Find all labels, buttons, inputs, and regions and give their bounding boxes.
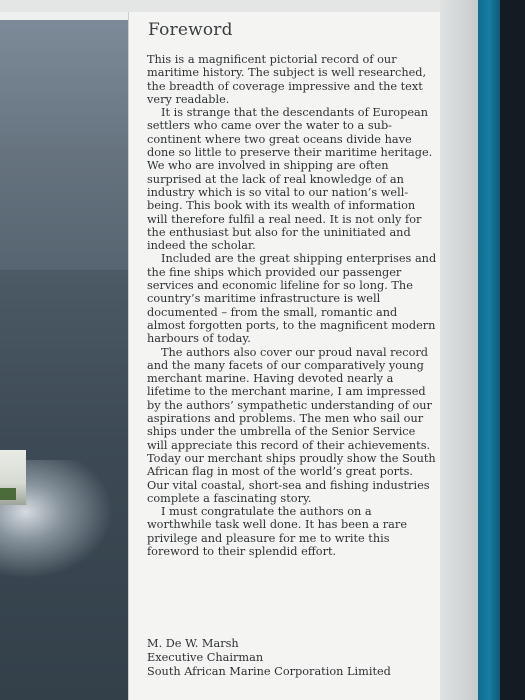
signatory-name: M. De W. Marsh xyxy=(147,637,239,650)
paragraph-4: The authors also cover our proud naval record and the many facets of our comparatively young merchant marine. Having devoted nearly a lifetime to the merchant marine, I am impressed by the authors’ sympathetic understanding of our aspirations and problems. The men who sail our ships under the umbrella of the Senior Service will appreciate this record of their achievements. Today our merchant ships proudly show the South African flag in most of the world’s great ports. Our vital coastal, short-sea and fishing industries complete a fascinating story. xyxy=(147,345,436,505)
book-cover-edge xyxy=(478,0,500,700)
signatory-title: Executive Chairman xyxy=(147,651,264,665)
dark-surface xyxy=(500,0,525,700)
ship-photograph xyxy=(0,20,128,700)
paragraph-2: It is strange that the descendants of European settlers who came over the water to a sub-continent where two great oceans divide have done so little to preserve their maritime heritage. We who are involved in shipping are often surprised at the lack of real knowledge of an industry which is so vital to our nation’s well-being. This book with its wealth of information will therefore fulfil a real need. It is not only for the enthusiast but also for the uninitiated and indeed the scholar. xyxy=(147,106,433,253)
foreword-body xyxy=(147,53,437,558)
signature-block xyxy=(147,637,447,680)
ship-deck xyxy=(0,488,16,500)
paragraph-1: This is a magnificent pictorial record of our maritime history. The subject is well researched, the breadth of coverage impressive and the text very readable. xyxy=(147,53,427,106)
foreword-heading: Foreword xyxy=(148,20,233,40)
paragraph-5: I must congratulate the authors on a worthwhile task well done. It has been a rare privilege and pleasure for me to write this foreword to their splendid effort. xyxy=(147,505,407,558)
paragraph-3: Included are the great shipping enterprises and the fine ships which provided our passenger services and economic lifeline for so long. The country’s maritime infrastructure is well documented – from the small, romantic and almost forgotten ports, to the magnificent modern harbours of today. xyxy=(147,252,437,346)
signatory-organization: South African Marine Corporation Limited xyxy=(147,665,391,679)
page-top-edge xyxy=(0,0,478,12)
